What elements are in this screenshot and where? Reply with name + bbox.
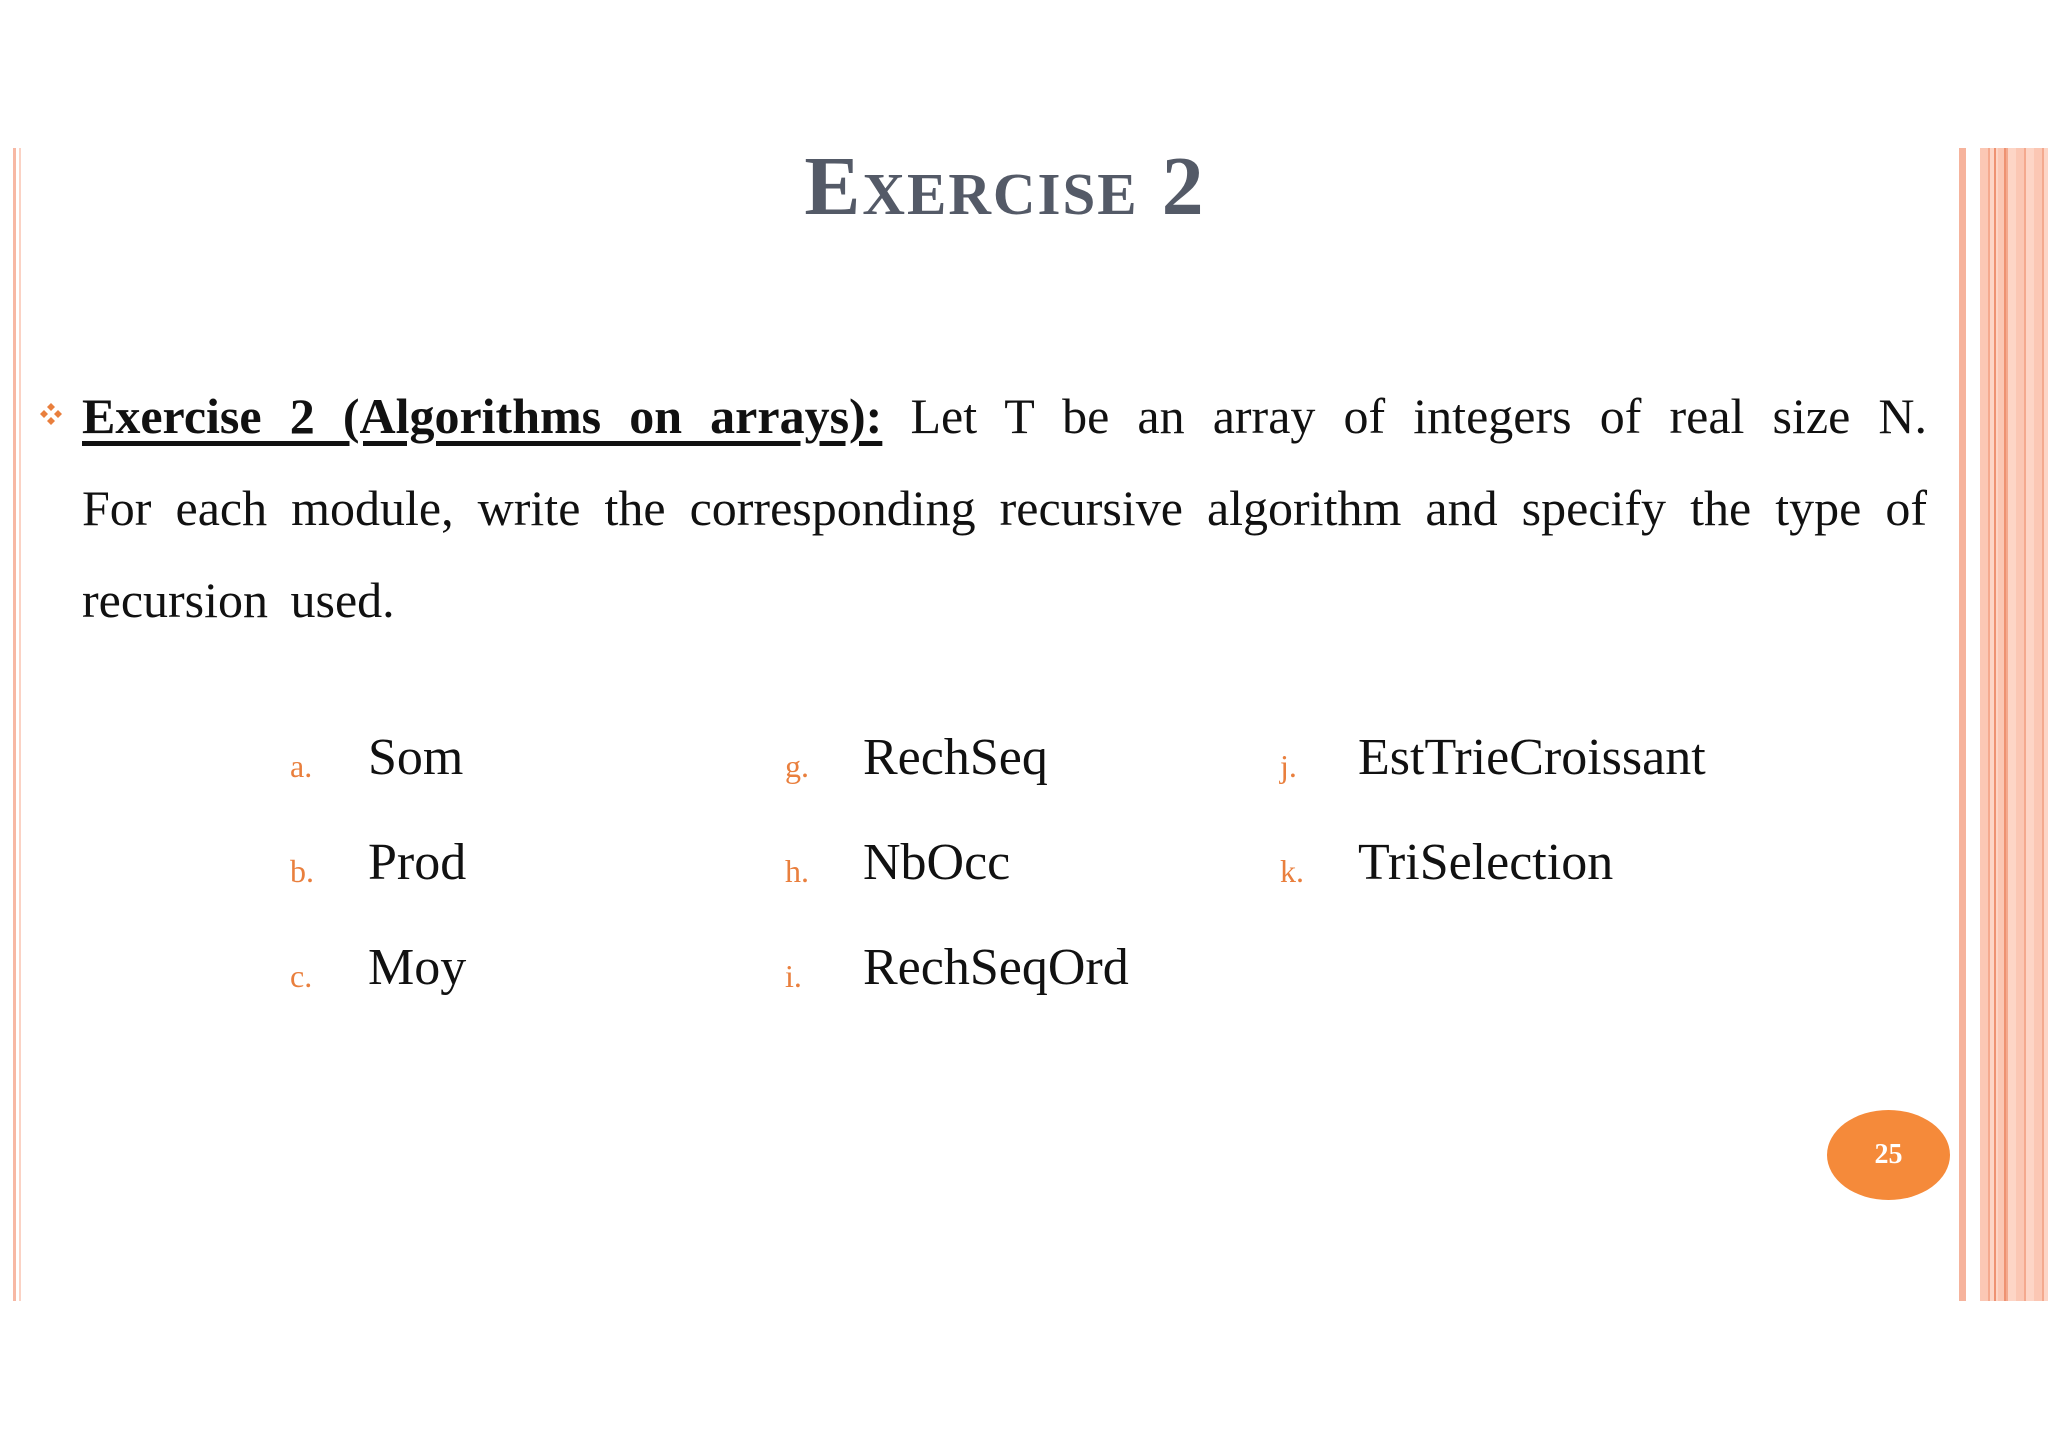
module-name: RechSeq [863,729,1048,786]
module-name: TriSelection [1358,834,1614,891]
right-border-panel [1980,148,2048,1301]
right-border-line [1959,148,1966,1301]
right-panel-stripe [1994,148,1996,1301]
module-letter: k. [1280,853,1304,889]
slide-title: Exercise 2 [804,140,1206,233]
left-border-line [13,148,16,1301]
module-letter: j. [1280,748,1297,784]
exercise-description: Let T be an array of integers of real size N. For each module, write the corresponding recursive algorithm and specify the type of recursion used. [82,388,1927,628]
module-letter: h. [785,853,809,889]
module-name: EstTrieCroissant [1358,729,1706,786]
module-letter: i. [785,958,802,994]
module-name: Moy [368,939,467,996]
page-number-badge: 25 [1827,1110,1950,1200]
module-letter: g. [785,748,809,784]
module-letter: c. [290,958,313,994]
module-name: Som [368,729,464,786]
left-border-line-inner [19,148,21,1301]
module-name: NbOcc [863,834,1011,891]
diamond-bullet-icon [37,400,65,428]
module-letter: b. [290,853,314,889]
exercise-paragraph [82,370,1927,646]
module-name: RechSeqOrd [863,939,1129,996]
module-name: Prod [368,834,467,891]
right-panel-stripe [2004,148,2006,1301]
module-letter: a. [290,748,313,784]
exercise-heading: Exercise 2 (Algorithms on arrays): [82,388,883,444]
